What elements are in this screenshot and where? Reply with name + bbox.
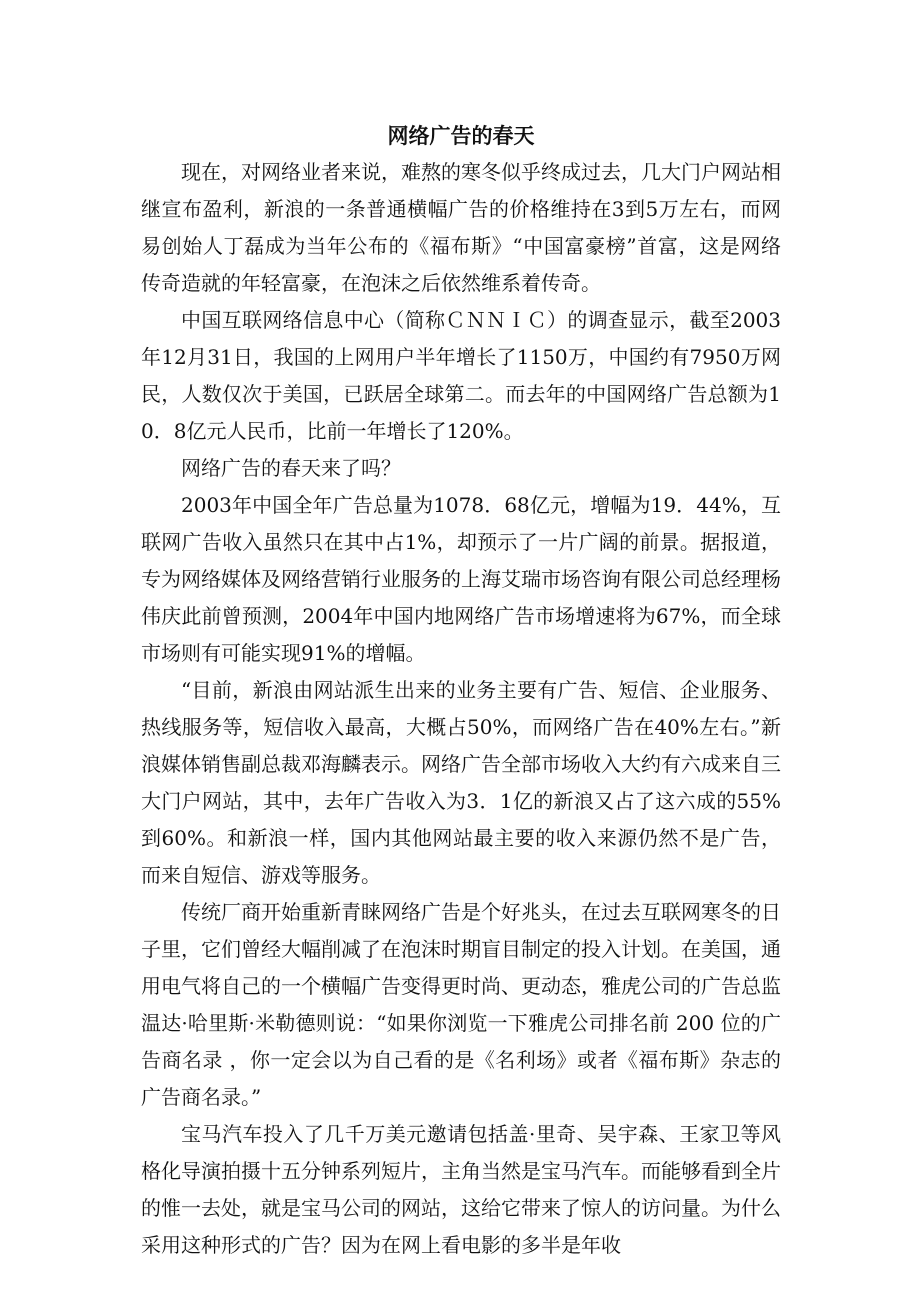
- paragraph-3: 网络广告的春天来了吗？: [181, 456, 401, 480]
- article: [141, 120, 781, 1264]
- page-title: 网络广告的春天: [387, 123, 535, 148]
- paragraph-5: “目前，新浪由网站派生出来的业务主要有广告、短信、企业服务、热线服务等，短信收入最高，大概占50%，而网络广告在40%左右。”新浪媒体销售副总裁邓海麟表示。网络广告全部市场收入大约有六成来自三大门户网站，其中，去年广告收入为3．1亿的新浪又占了这六成的55%到60%。和新浪一样，国内其他网站最主要的收入来源仍然不是广告，而来自短信、游戏等服务。: [141, 678, 781, 887]
- paragraph-4: 2003年中国全年广告总量为1078．68亿元，增幅为19．44%，互联网广告收入虽然只在其中占1%，却预示了一片广阔的前景。据报道，专为网络媒体及网络营销行业服务的上海艾瑞市场咨询有限公司总经理杨伟庆此前曾预测，2004年中国内地网络广告市场增速将为67%，而全球市场则有可能实现91%的增幅。: [141, 493, 781, 665]
- paragraph-6: 传统厂商开始重新青睐网络广告是个好兆头，在过去互联网寒冬的日子里，它们曾经大幅削减了在泡沫时期盲目制定的投入计划。在美国，通用电气将自己的一个横幅广告变得更时尚、更动态，雅虎公司的广告总监温达·哈里斯·米勒德则说：“如果你浏览一下雅虎公司排名前 200 位的广告商名录 ，你一定会以为自己看的是《名利场》或者《福布斯》杂志的广告商名录。”: [141, 900, 781, 1109]
- paragraph-2: 中国互联网络信息中心（简称ＣＮＮＩＣ）的调查显示，截至2003年12月31日，我国的上网用户半年增长了1150万，中国约有7950万网民，人数仅次于美国，已跃居全球第二。而去年的中国网络广告总额为10．8亿元人民币，比前一年增长了120%。: [141, 308, 781, 443]
- paragraph-1: 现在，对网络业者来说，难熬的寒冬似乎终成过去，几大门户网站相继宣布盈利，新浪的一条普通横幅广告的价格维持在3到5万左右，而网易创始人丁磊成为当年公布的《福布斯》“中国富豪榜”首富，这是网络传奇造就的年轻富豪，在泡沫之后依然维系着传奇。: [141, 160, 781, 295]
- paragraph-7: 宝马汽车投入了几千万美元邀请包括盖·里奇、吴宇森、王家卫等风格化导演拍摄十五分钟系列短片，主角当然是宝马汽车。而能够看到全片的惟一去处，就是宝马公司的网站，这给它带来了惊人的访问量。为什么采用这种形式的广告？因为在网上看电影的多半是年收: [141, 1122, 781, 1257]
